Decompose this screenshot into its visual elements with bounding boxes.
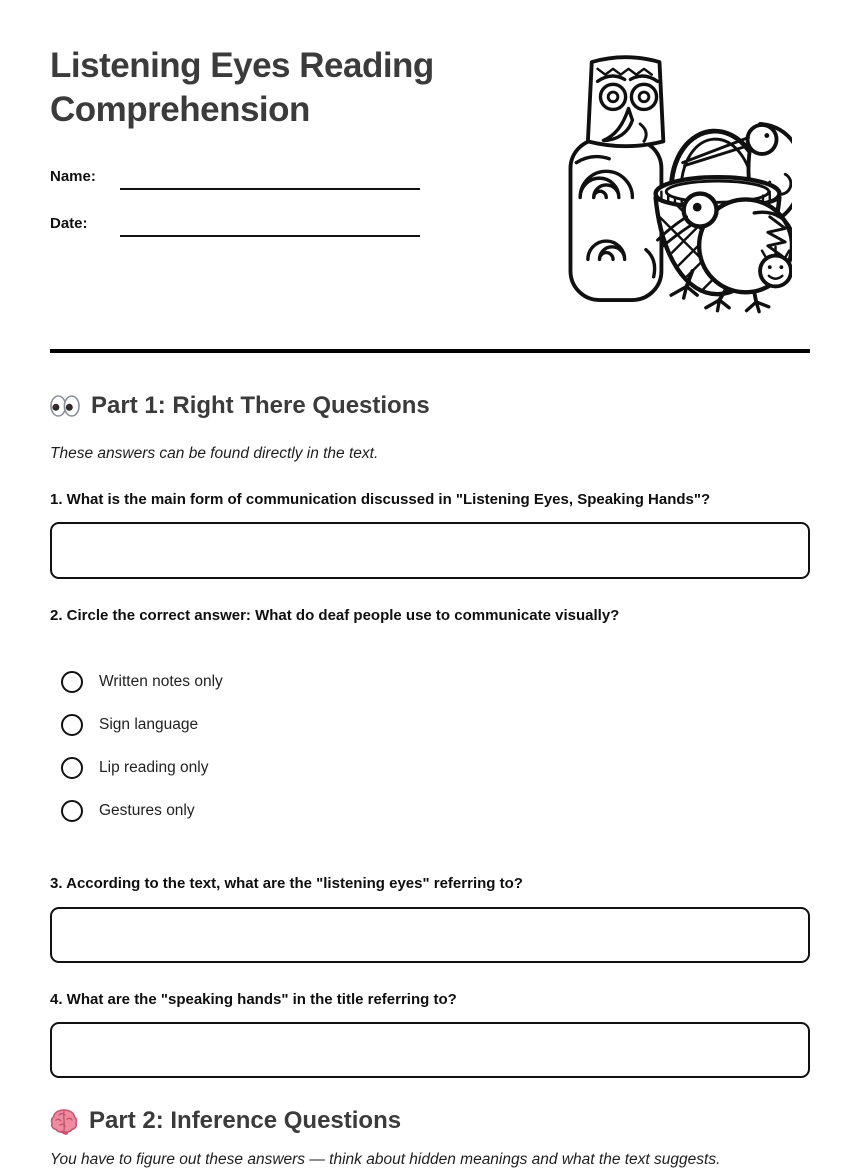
option-label: Written notes only — [99, 673, 223, 690]
part2-heading-text: Part 2: Inference Questions — [89, 1107, 402, 1134]
part1-heading — [50, 391, 810, 421]
option-lip-reading-only[interactable] — [61, 757, 810, 779]
date-input-line[interactable] — [120, 235, 420, 237]
maori-tiki-kiwi-illustration — [555, 50, 792, 314]
date-field-row — [50, 210, 420, 237]
radio-circle[interactable] — [61, 714, 83, 736]
question-2: 2. Circle the correct answer: What do deaf people use to communicate visually? — [50, 607, 620, 624]
part1-heading-text: Part 1: Right There Questions — [91, 392, 430, 419]
brain-icon — [50, 1108, 78, 1135]
radio-circle[interactable] — [61, 671, 83, 693]
option-label: Lip reading only — [99, 759, 209, 776]
option-gestures-only[interactable] — [61, 800, 810, 822]
name-label: Name: — [50, 167, 96, 185]
section-divider — [50, 349, 810, 353]
option-written-notes-only[interactable] — [61, 671, 810, 693]
option-label: Sign language — [99, 716, 199, 733]
option-sign-language[interactable] — [61, 714, 810, 736]
question-3: 3. According to the text, what are the "listening eyes" referring to? — [50, 875, 523, 892]
option-label: Gestures only — [99, 802, 195, 819]
question-4: 4. What are the "speaking hands" in the title referring to? — [50, 991, 457, 1008]
part2-instruction: You have to figure out these answers — think about hidden meanings and what the text suggests. — [50, 1151, 721, 1168]
date-label: Date: — [50, 214, 88, 232]
eyes-icon — [50, 395, 80, 417]
name-field-row — [50, 163, 420, 190]
question-1: 1. What is the main form of communication discussed in "Listening Eyes, Speaking Hands"? — [50, 491, 711, 508]
part1-instruction: These answers can be found directly in the text. — [50, 445, 379, 462]
question-1-answer-box[interactable] — [50, 522, 810, 579]
question-2-options — [50, 671, 810, 822]
name-input-line[interactable] — [120, 188, 420, 190]
part2-heading — [50, 1106, 810, 1136]
radio-circle[interactable] — [61, 800, 83, 822]
question-4-answer-box[interactable] — [50, 1022, 810, 1078]
page-title: Listening Eyes Reading Comprehension — [50, 46, 434, 130]
question-3-answer-box[interactable] — [50, 907, 810, 963]
radio-circle[interactable] — [61, 757, 83, 779]
worksheet-header — [50, 0, 810, 349]
